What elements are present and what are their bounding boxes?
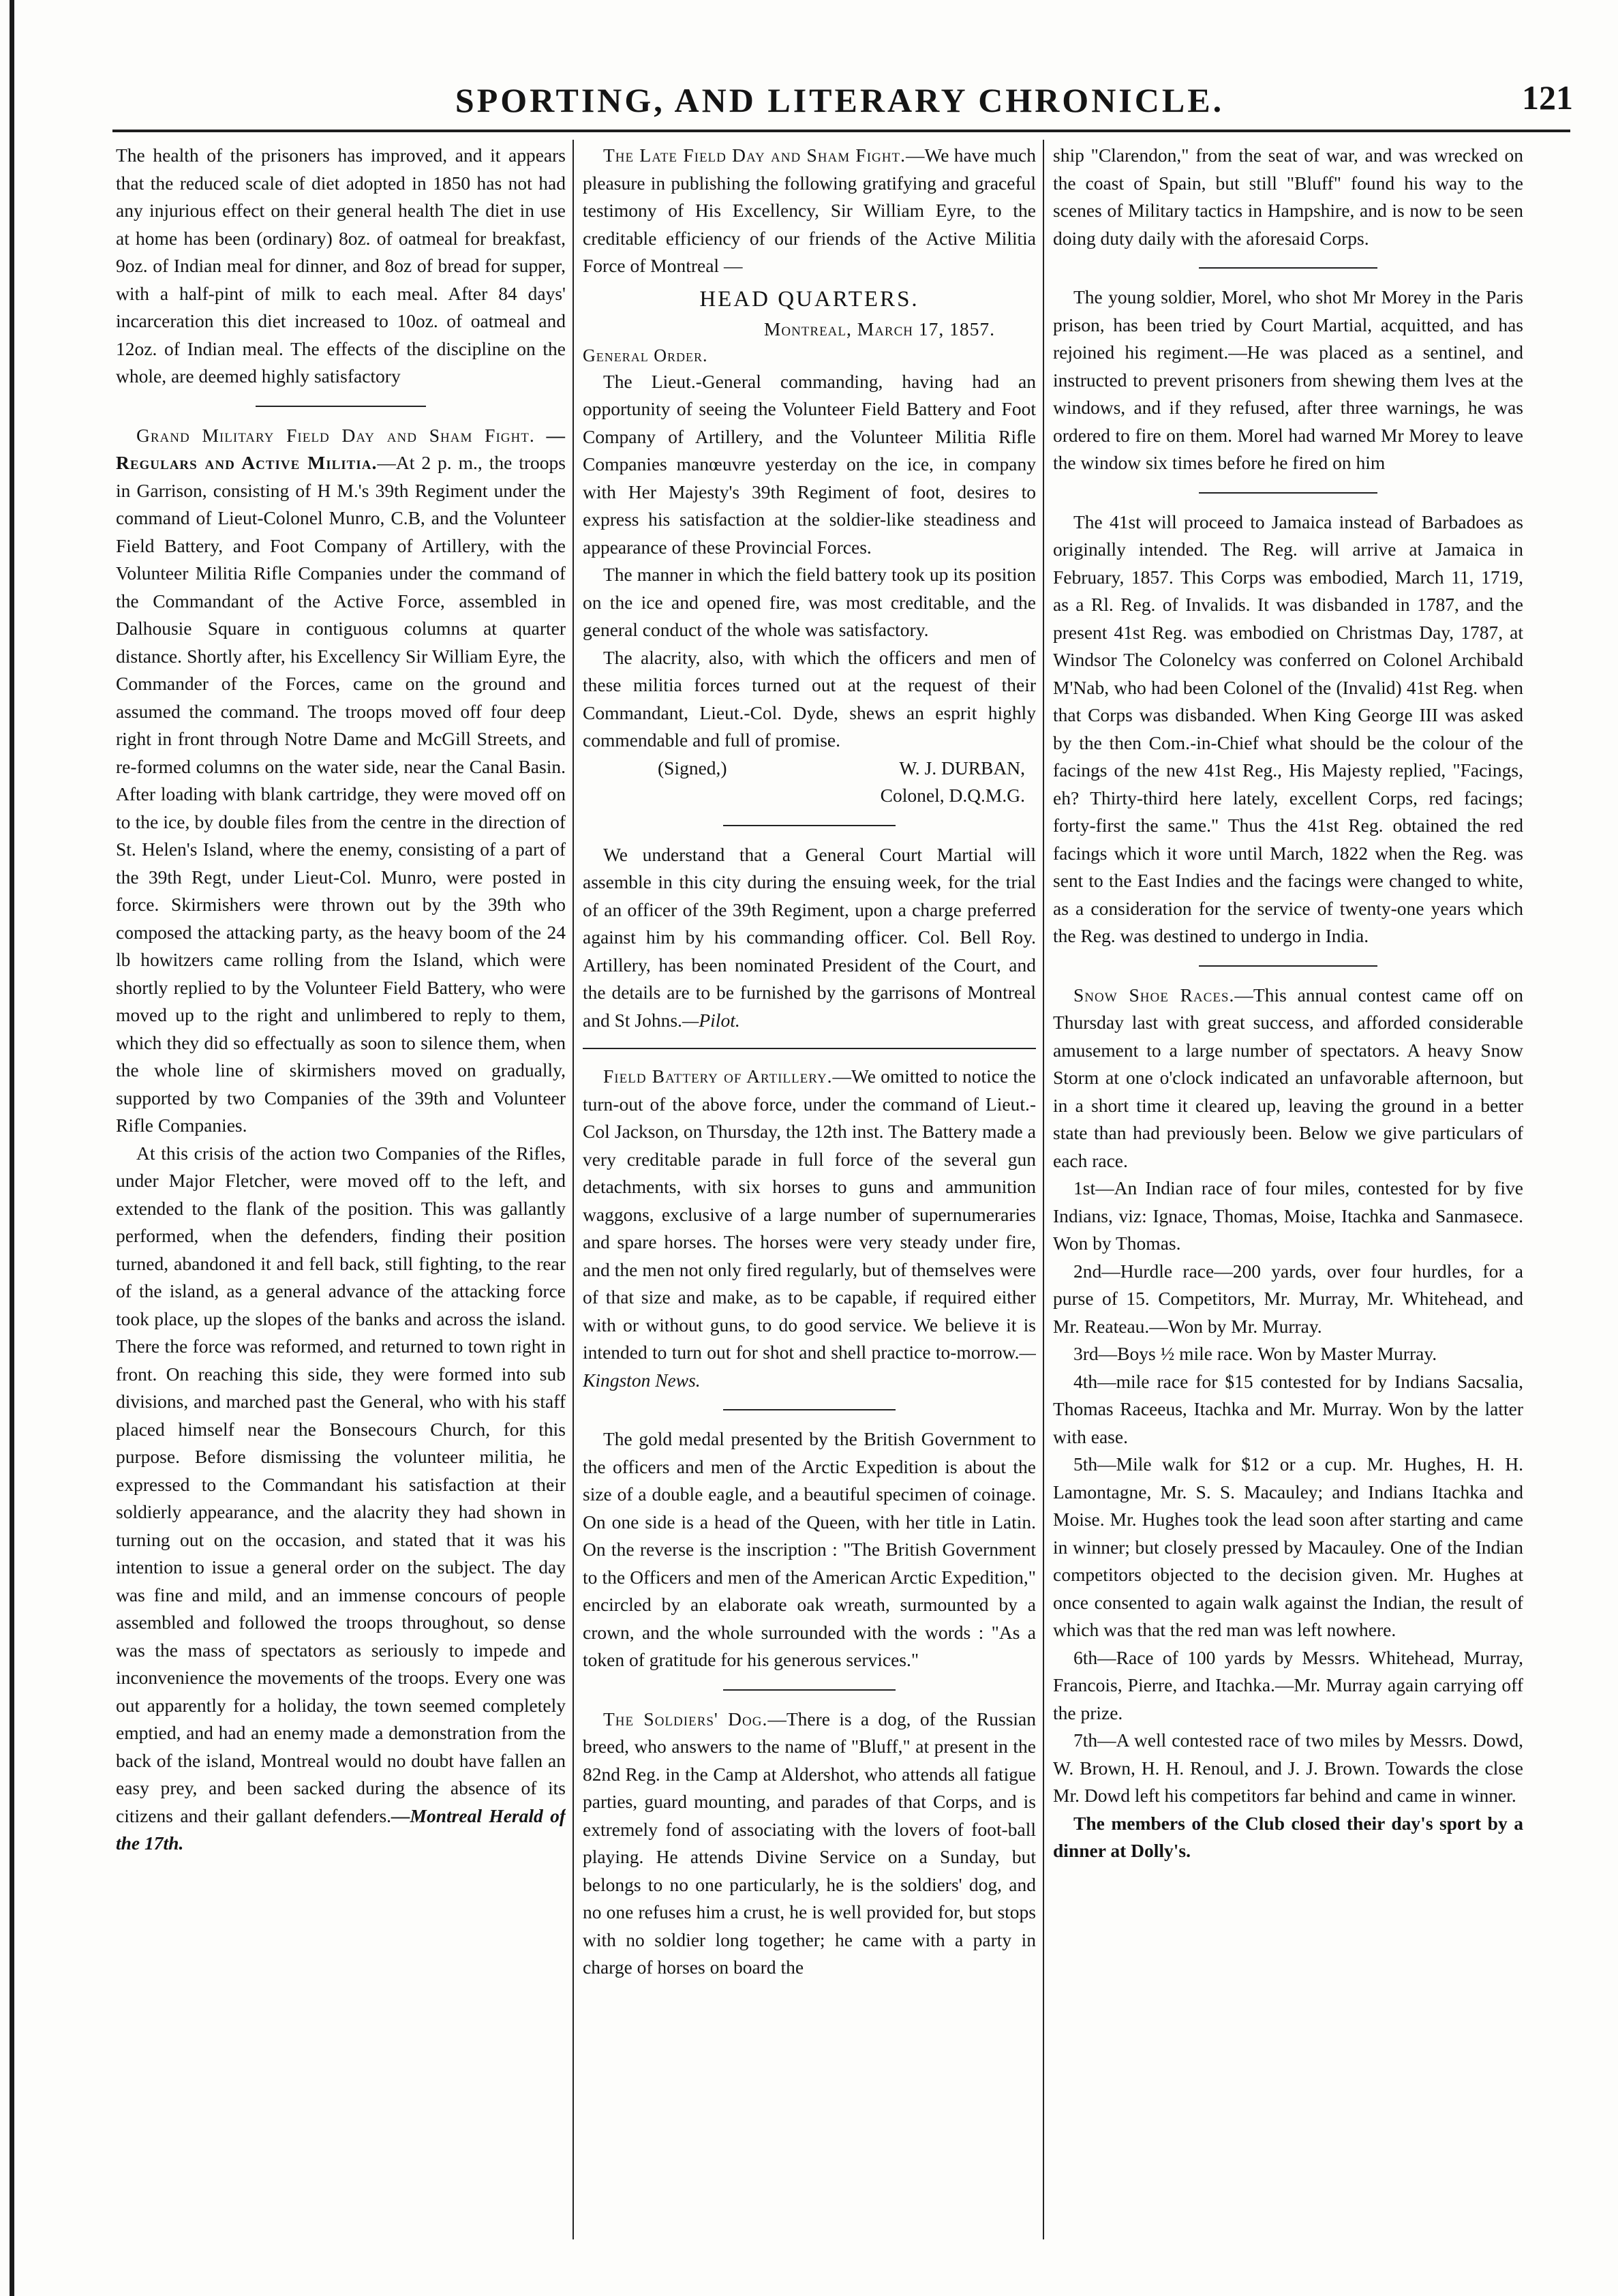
article-field-battery xyxy=(583,1063,1036,1394)
race-result: 2nd—Hurdle race—200 yards, over four hurdles, for a purse of 15. Competitors, Mr. Murray, Mr. Whitehead, and Mr. Reateau.—Won by Mr. Murray. xyxy=(1053,1260,1523,1337)
article-separator xyxy=(583,1048,1036,1049)
article-field-day xyxy=(116,422,566,1140)
column-1 xyxy=(116,142,566,2269)
publication-title: SPORTING, AND LITERARY CHRONICLE. xyxy=(455,81,1225,119)
dateline: Montreal, March 17, 1857. xyxy=(763,318,995,339)
article-body: —We have much pleasure in publishing the following gratifying and graceful testimony of His Excellency, Sir William Eyre, to the creditable efficiency of our friends of the Active Militia Force of Montreal — xyxy=(583,145,1036,276)
column-divider xyxy=(1043,140,1044,2239)
article-heading: Grand Military Field Day and Sham Fight. xyxy=(136,424,535,446)
article-gold-medal: The gold medal presented by the British Government to the officers and men of the Arctic Expedition is about the size of a double eagle, and a beautiful specimen of coinage. On one side is a head of the Queen, with her title in Latin. On the reverse is the inscription : "The British Government to the Officers and men of the American Arctic Expedition," encircled by an elaborate oak wreath, surmounted by a crown, and the whole surrounded with the words : "As a token of gratitude for his generous services." xyxy=(583,1428,1036,1670)
page-edge-border xyxy=(10,0,14,2296)
order-paragraph: The Lieut.-General commanding, having had an opportunity of seeing the Volunteer Field Battery and Foot Company of Artillery, and the Volunteer Militia Rifle Companies manœuvre yesterday on the ice, in company with Her Majesty's 39th Regiment of foot, desires to express his satisfaction at the soldier-like steadiness and appearance of these Provincial Forces. xyxy=(583,370,1036,558)
article-separator xyxy=(1199,492,1377,494)
article-heading: The Soldiers' Dog. xyxy=(603,1708,768,1729)
article-source: —Kingston News. xyxy=(583,1342,1036,1391)
article-heading: Snow Shoe Races. xyxy=(1073,984,1235,1006)
head-quarters-heading: HEAD QUARTERS. xyxy=(699,286,919,312)
article-prisoners-health: The health of the prisoners has improved, and it appears that the reduced scale of diet adopted in 1850 has not had any injurious effect on their general health The diet in use at home has been (ordinary) 8oz. of oatmeal for breakfast, 9oz. of Indian meal for dinner, and 8oz of bread for supper, with a half-pint of milk to each meal. After 84 days' incarceration this diet increased to 10oz. of oatmeal and 12oz. of Indian meal. The effects of the discipline on the whole, are deemed highly satisfactory xyxy=(116,145,566,387)
signed-title: Colonel, D.Q.M.G. xyxy=(880,785,1025,806)
column-2 xyxy=(583,142,1036,2269)
order-paragraph: The alacrity, also, with which the officers and men of these militia forces turned out at the request of their Commandant, Lieut.-Col. Dyde, shews an esprit highly commendable and full of promise. xyxy=(583,646,1036,751)
column-3 xyxy=(1053,142,1523,2269)
article-soldiers-dog xyxy=(583,1706,1036,1982)
order-paragraph: The manner in which the field battery took up its position on the ice and opened fire, was most creditable, and the general conduct of the whole was satisfactory. xyxy=(583,564,1036,640)
article-separator xyxy=(723,1409,896,1410)
article-snow-shoe-races xyxy=(1053,982,1523,1175)
signature-line xyxy=(583,755,1036,783)
closing-note: The members of the Club closed their day's sport by a dinner at Dolly's. xyxy=(1053,1812,1523,1861)
article-separator xyxy=(256,406,427,407)
article-separator xyxy=(1199,965,1377,967)
article-body: —This annual contest came off on Thursday last with great success, and afforded considerable amusement to a large number of spectators. A heavy Snow Storm at one o'clock indicated an unfavorable afternoon, but in a short time it cleared up, leaving the ground in a better state than had previously been. Below we give particulars of each race. xyxy=(1053,984,1523,1171)
article-source: —Pilot. xyxy=(682,1009,740,1031)
article-heading: The Late Field Day and Sham Fight. xyxy=(603,145,906,166)
column-divider xyxy=(573,140,574,2239)
article-body: —At 2 p. m., the troops in Garrison, consisting of H M.'s 39th Regiment under the command of Lieut-Colonel Munro, C.B, and the Volunteer Field Battery, and Foot Company of Artillery, with the Volunteer Militia Rifle Companies under the command of the Commandant of the Active Force, assembled in Dalhousie Square in contiguous columns at quarter distance. Shortly after, his Excellency Sir William Eyre, the Commander of the Forces, came on the ground and assumed the command. The troops moved off four deep right in front through Notre Dame and McGill Streets, and re-formed columns on the water side, near the Canal Basin. After loading with blank cartridge, they were moved off on to the ice, by double files from the centre in the direction of St. Helen's Island, where the enemy, consisting of a part of the 39th Regt, under Lieut-Col. Munro, were posted in force. Skirmishers were thrown out by the 39th who composed the attacking party, as the heavy boom of the 24 lb howitzers came rolling from the Island, which were shortly replied to by the Volunteer Field Battery, who were moved up to the right and unlimbered to reply to them, which they did so effectually as soon to silence them, when the whole line of skirmishers moved on gradually, supported by two Companies of the 39th and Volunteer Rifle Companies. xyxy=(116,452,566,1136)
article-court-martial xyxy=(583,841,1036,1035)
article-young-soldier: The young soldier, Morel, who shot Mr Morey in the Paris prison, has been tried by Court Martial, acquitted, and has rejoined his regiment.—He was placed as a sentinel, and instructed to prevent prisoners from shewing them lves at the windows, and if they refused, after three warnings, he was ordered to fire on them. Morel had warned Mr Morey to leave the window six times before he fired on him xyxy=(1053,286,1523,473)
header-rule xyxy=(112,130,1570,132)
race-result: 5th—Mile walk for $12 or a cup. Mr. Hughes, H. H. Lamontagne, Mr. S. S. Macauley; and Indians Itachka and Moise. Mr. Hughes took the lead soon after starting and came in winner; but closely pressed by Macauley. One of the Indian competitors objected to the decision given. Mr. Hughes at once consented to again walk against the Indian, the result of which was that the red man was left nowhere. xyxy=(1053,1453,1523,1640)
page-header xyxy=(102,80,1577,135)
article-41st-regiment: The 41st will proceed to Jamaica instead of Barbadoes as originally intended. The Reg. will arrive at Jamaica in February, 1857. This Corps was embodied, March 11, 1719, as a Rl. Reg. of Invalids. It was disbanded in 1787, and the present 41st Reg. was embodied on Christmas Day, 1787, at Windsor The Colonelcy was conferred on Colonel Archibald M'Nab, who had been Colonel of the (Invalid) 41st Reg. when that Corps was disbanded. When King George III was asked by the then Com.-in-Chief what should be the colour of the facings of the new 41st Reg., His Majesty replied, "Facings, eh? Thirty-third here lately, excellent Corps, red facings; forty-first the same." Thus the 41st Reg. obtained the red facings which it wore until March, 1822 when the Reg. was sent to the East Indies and the facings were changed to white, as a consideration for the service of twenty-one years which the Reg. was destined to undergo in India. xyxy=(1053,511,1523,946)
article-body: We understand that a General Court Martial will assemble in this city during the ensuing week, for the trial of an officer of the 39th Regiment, upon a charge preferred against him by his commanding officer. Col. Bell Roy. Artillery, has been nominated President of the Court, and the details are to be furnished by the garrisons of Montreal and St Johns. xyxy=(583,843,1036,1031)
article-subheading: —Regulars and Active Militia. xyxy=(116,424,566,473)
race-result: 3rd—Boys ½ mile race. Won by Master Murray. xyxy=(1073,1343,1437,1364)
race-result: 1st—An Indian race of four miles, contested for by five Indians, viz: Ignace, Thomas, Moise, Itachka and Sanmasece. Won by Thomas. xyxy=(1053,1177,1523,1254)
article-separator xyxy=(723,1689,896,1691)
article-body-text: At this crisis of the action two Companies of the Rifles, under Major Fletcher, were moved off to the left, and extended to the flank of the position. This was gallantly performed, when the defenders, finding their position turned, abandoned it and fell back, still fighting, to the rear of the island, as a general advance of the attacking force took place, up the slopes of the banks and across the island. There the force was reformed, and returned to town right in front. On reaching this side, they were formed into sub divisions, and marched past the General, who with his staff placed himself near the Bonsecours Church, for this purpose. Before dismissing the volunteer militia, he expressed to the Commandant his satisfaction at their soldierly appearance, and the alacrity they had shown in turning out on the occasion, and stated that it was his intention to issue a general order on the subject. The day was fine and mild, and an immense concours of people assembled and followed the troops throughout, so dense was the mass of spectators as seriously to impede and inconvenience the movements of the troops. Every one was out apparently for a holiday, the town seemed completely emptied, and had an enemy made a demonstration from the back of the island, Montreal would no doubt have fallen an easy prey, and been sacked during the absence of its citizens and their gallant defenders. xyxy=(116,1142,566,1826)
article-body: —There is a dog, of the Russian breed, who answers to the name of "Bluff," at present in the 82nd Reg. in the Camp at Aldershot, who attends all fatigue parties, guard mounting, and parades of that Corps, and is extremely fond of associating with the lovers of foot-ball playing. He attends Divine Service on a Sunday, but belongs to no one particularly, he is the soldiers' dog, and no one refuses him a crust, he is well provided for, but stops with no soldier long together; he came with a party in charge of horses on board the xyxy=(583,1708,1036,1978)
article-heading: Field Battery of Artillery. xyxy=(603,1066,833,1087)
article-body xyxy=(116,1140,566,1858)
article-separator xyxy=(723,825,896,826)
page-number: 121 xyxy=(1522,78,1573,117)
article-body: —We omitted to notice the turn-out of the above force, under the command of Lieut.-Col Jackson, on Thursday, the 12th inst. The Battery made a very creditable parade in full force of the several gun detachments, with six horses to guns and ammunition waggons, exclusive of a large number of supernumeraries and spare horses. The horses were very steady under fire, and the men not only fired regularly, but of themselves were of that size and make, as to be capable, if required either with or without guns, to do good service. We believe it is intended to turn out for shot and shell practice to-morrow. xyxy=(583,1066,1036,1363)
general-order-label: General Order. xyxy=(583,345,708,365)
race-result: 7th—A well contested race of two miles by Messrs. Dowd, W. Brown, H. H. Renoul, and J. J. Brown. Towards the close Mr. Dowd left his competitors far behind and came in winner. xyxy=(1053,1729,1523,1806)
article-source: —Montreal Herald of the 17th. xyxy=(116,1804,566,1854)
article-separator xyxy=(1199,267,1377,269)
signed-label: (Signed,) xyxy=(658,757,727,779)
race-result: 6th—Race of 100 yards by Messrs. Whitehead, Murray, Francois, Pierre, and Itachka.—Mr. Murray again carrying off the prize. xyxy=(1053,1646,1523,1723)
signed-name: W. J. DURBAN, xyxy=(899,757,1025,779)
article-dog-continued: ship "Clarendon," from the seat of war, and was wrecked on the coast of Spain, but still "Bluff" found his way to the scenes of Military tactics in Hampshire, and is now to be seen doing duty daily with the aforesaid Corps. xyxy=(1053,145,1523,249)
article-late-field-day xyxy=(583,142,1036,280)
race-result: 4th—mile race for $15 contested for by Indians Sacsalia, Thomas Raceeus, Itachka and Mr. Murray. Won by the latter with ease. xyxy=(1053,1370,1523,1447)
